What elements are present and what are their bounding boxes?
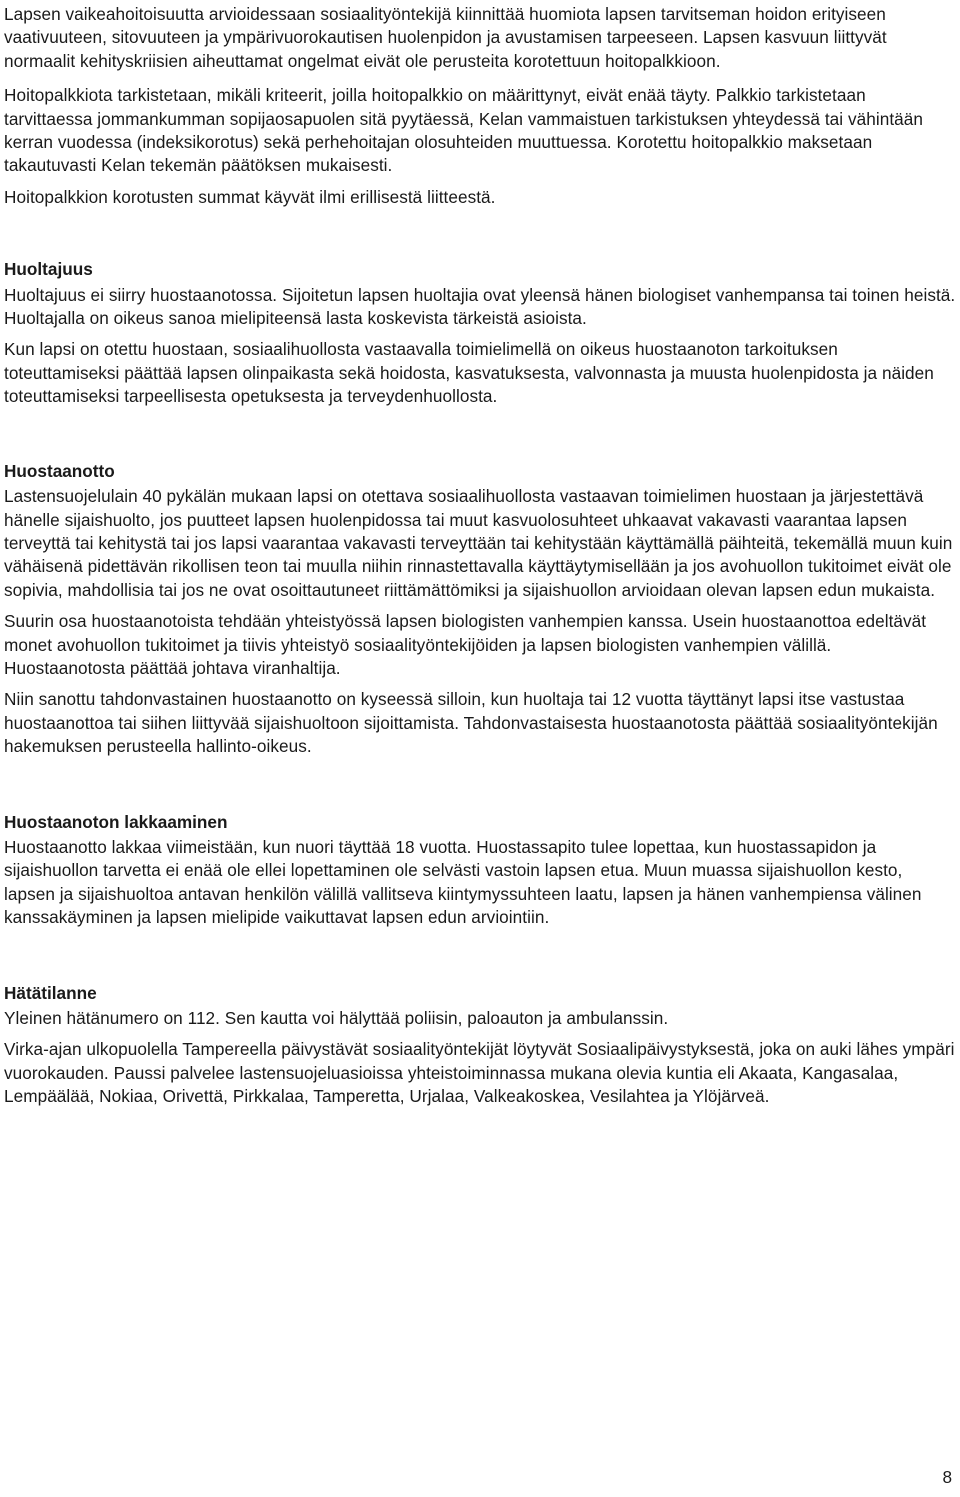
section-heading-lakkaaminen: Huostaanoton lakkaaminen <box>4 811 228 832</box>
huostaanotto-paragraph-1: Lastensuojelulain 40 pykälän mukaan lapsi on otettava sosiaalihuollosta vastaavan toimielimen huostaan ja järjestettävä hänelle sijaishuolto, jos puutteet lapsen huolenpidossa tai muut kasvuolosuhteet uhkaavat vakavasti vaarantaa lapsen terveyttä tai kehitystä tai jos lapsi vaarantaa vakavasti terveyttään tai kehitystään käyttämällä päihteitä, tekemällä muun kuin vähäisenä pidettävän rikollisen teon tai muulla niihin rinnastettavalla käyttäytymisellään ja jos avohuollon tukitoimet eivät ole sopivia, mahdollisia tai jos ne ovat osoittautuneet riittämättömiksi ja sijaishuollon arvioidaan olevan lapsen edun mukaista. <box>4 486 953 600</box>
lakkaaminen-paragraph-1: Huostaanotto lakkaa viimeistään, kun nuori täyttää 18 vuotta. Huostassapito tulee lopettaa, kun huostassapidon ja sijaishuollon tarvetta ei enää ole ellei lopettaminen ole selvästi vastoin lapsen etua. Muun muassa sijaishuollon kesto, lapsen ja sijaishuoltoa antavan henkilön välillä vallitseva kiintymyssuhteen laatu, lapsen ja hänen vanhempiensa välinen kanssakäyminen ja lapsen mielipide vaikuttavat lapsen edun arviointiin. <box>4 836 922 928</box>
section-heading-hatatilanne: Hätätilanne <box>4 982 97 1003</box>
huoltajuus-paragraph-2: Kun lapsi on otettu huostaan, sosiaalihuollosta vastaavalla toimielimellä on oikeus huostaanoton tarkoituksen toteuttamiseksi päättää lapsen olinpaikasta sekä hoidosta, kasvatuksesta, valvonnasta ja muusta huolenpidosta ja näiden toteuttamiseksi tarpeellisesta opetuksesta ja terveydenhuollosta. <box>4 339 934 407</box>
page-number: 8 <box>942 1467 952 1487</box>
intro-paragraph-1: Lapsen vaikeahoitoisuutta arvioidessaan sosiaalityöntekijä kiinnittää huomiota lapsen tarvitseman hoidon erityiseen vaativuuteen, sitovuuteen ja ympärivuorokautisen huolenpidon ja avustamisen tarpeeseen. Lapsen kasvuun liittyvät normaalit kehityskriisien aiheuttamat ongelmat eivät ole perusteita korotettuun hoitopalkkioon. <box>4 4 887 71</box>
hatatilanne-paragraph-1: Yleinen hätänumero on 112. Sen kautta voi hälyttää poliisin, paloauton ja ambulanssin. <box>4 1008 669 1028</box>
huostaanotto-paragraph-3: Niin sanottu tahdonvastainen huostaanotto on kyseessä silloin, kun huoltaja tai 12 vuotta täyttänyt lapsi itse vastustaa huostaanottoa tai siihen liittyvää sijaishuoltoon sijoittamista. Tahdonvastaisesta huostaanotosta päättää sosiaalityöntekijän hakemuksen perusteella hallinto-oikeus. <box>4 689 938 757</box>
intro-paragraph-2: Hoitopalkkiota tarkistetaan, mikäli kriteerit, joilla hoitopalkkio on määrittynyt, eivät enää täyty. Palkkio tarkistetaan tarvittaessa jommankumman sopijaosapuolen sitä pyytäessä, Kelan vammaistuen tarkistuksen yhteydessä tai vähintään kerran vuodessa (indeksikorotus) sekä perhehoitajan olosuhteiden muuttuessa. Korotettu hoitopalkkio maksetaan takautuvasti Kelan tekemän päätöksen mukaisesti. <box>4 85 923 176</box>
huostaanotto-paragraph-2: Suurin osa huostaanotoista tehdään yhteistyössä lapsen biologisten vanhempien kanssa. Usein huostaanottoa edeltävät monet avohuollon tukitoimet ja tiivis yhteistyö sosiaalityöntekijöiden ja lapsen biologisten vanhempien välillä. Huostaanotosta päättää johtava viranhaltija. <box>4 611 927 678</box>
hatatilanne-paragraph-2: Virka-ajan ulkopuolella Tampereella päivystävät sosiaalityöntekijät löytyvät Sosiaalipäivystyksestä, joka on auki lähes ympäri vuorokauden. Paussi palvelee lastensuojeluasioissa yhteistoiminnassa mukana olevia kuntia eli Akaata, Kangasalaa, Lempäälää, Nokiaa, Orivettä, Pirkkalaa, Tamperetta, Urjalaa, Valkeakoskea, Vesilahtea ja Ylöjärveä. <box>4 1039 955 1107</box>
intro-paragraph-3: Hoitopalkkion korotusten summat käyvät ilmi erillisestä liitteestä. <box>4 186 496 207</box>
section-heading-huostaanotto: Huostaanotto <box>4 460 115 481</box>
section-heading-huoltajuus: Huoltajuus <box>4 259 93 280</box>
document-page <box>4 0 956 1109</box>
huoltajuus-paragraph-1: Huoltajuus ei siirry huostaanotossa. Sijoitetun lapsen huoltajia ovat yleensä hänen biologiset vanhempansa tai toinen heistä. Huoltajalla on oikeus sanoa mielipiteensä lasta koskevista tärkeistä asioista. <box>4 284 956 329</box>
